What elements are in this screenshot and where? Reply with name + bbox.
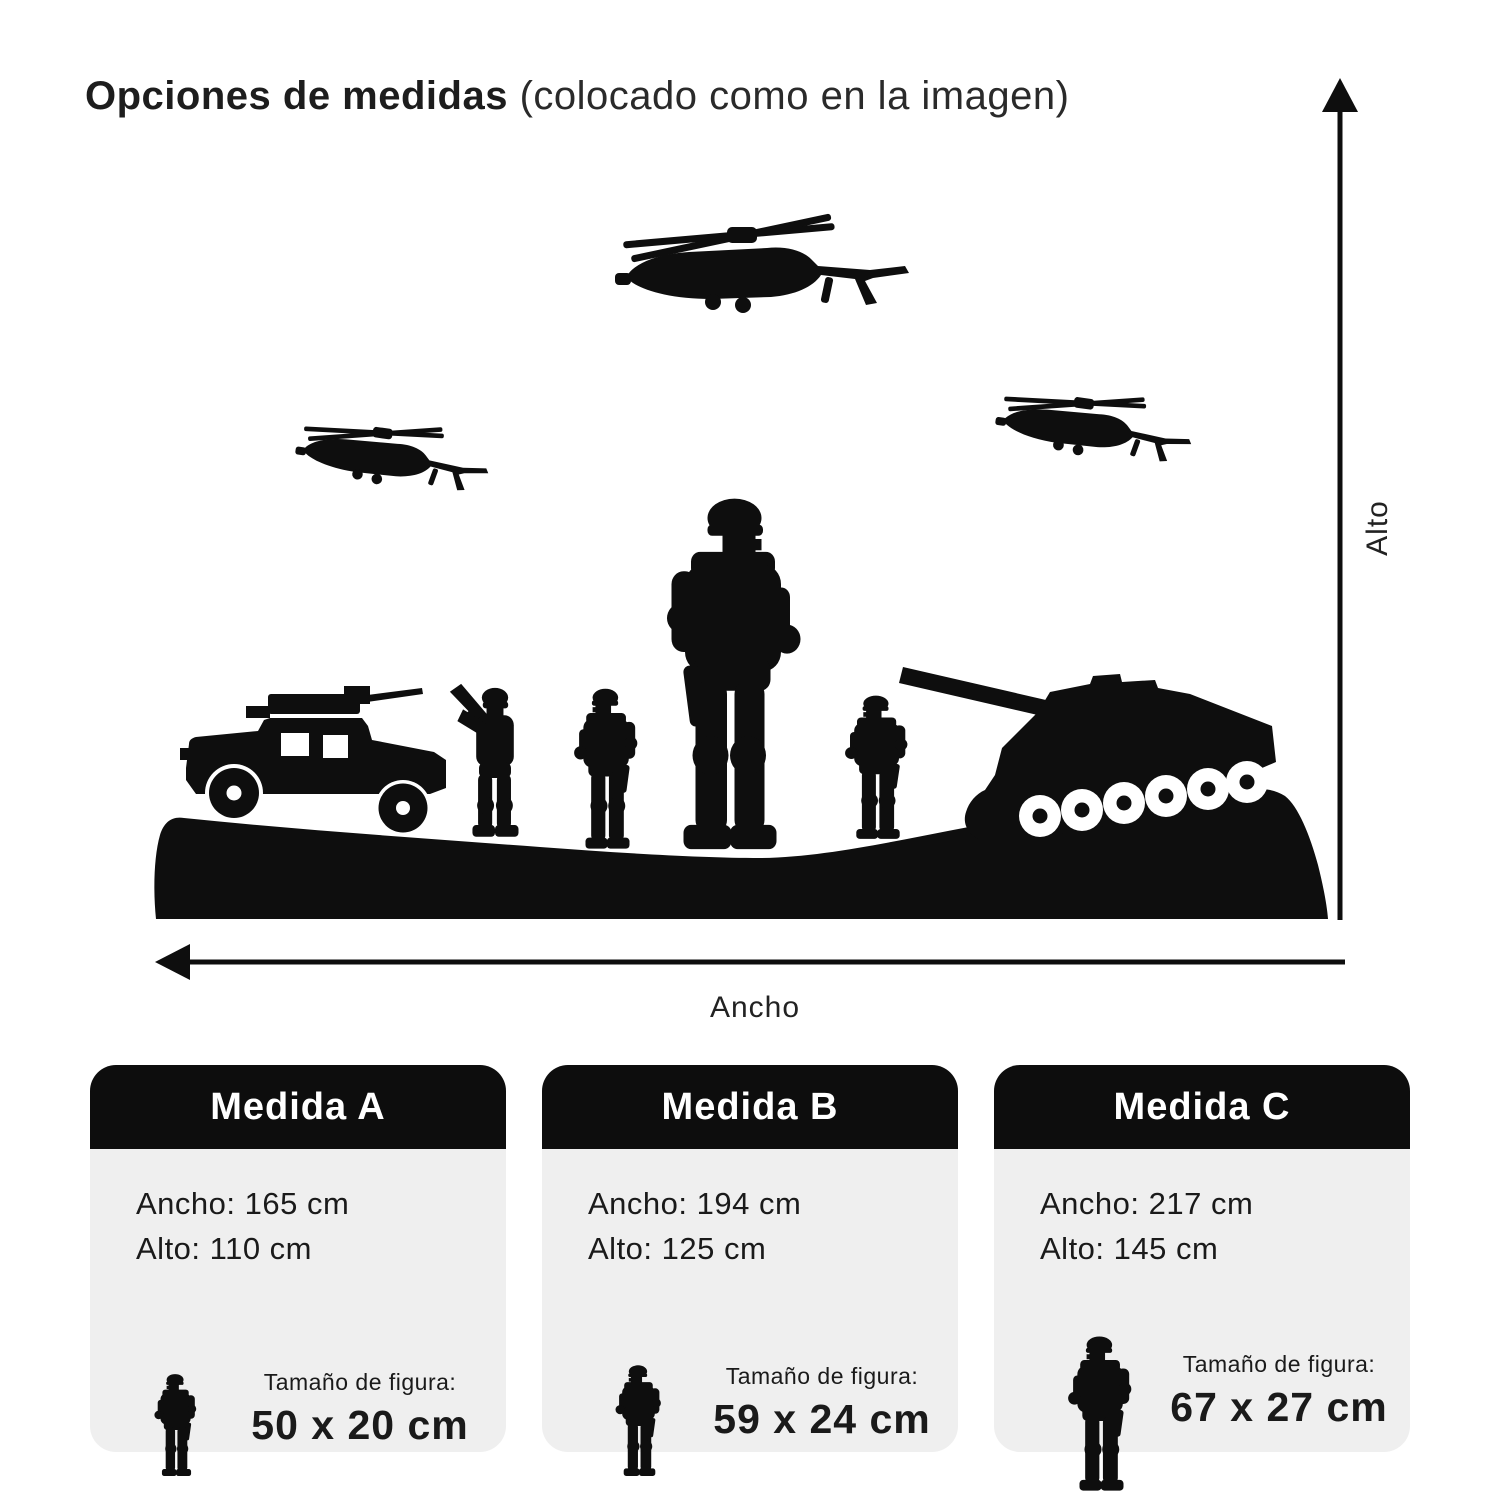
figure-size-label: Tamaño de figura: xyxy=(725,1363,919,1389)
size-card-b-width: Ancho: 194 cm xyxy=(588,1186,802,1221)
size-card-a-height: Alto: 110 cm xyxy=(136,1230,313,1266)
size-card-a-body xyxy=(90,1149,506,1452)
size-card-a-header: Medida A xyxy=(90,1065,506,1149)
size-card-b-body xyxy=(542,1149,958,1452)
figure-size-value: 67 x 27 cm xyxy=(1170,1384,1388,1430)
figure-size-block xyxy=(235,1369,485,1449)
size-card-b xyxy=(542,1065,958,1452)
width-axis-arrow xyxy=(155,944,1345,980)
size-card-c-header: Medida C xyxy=(994,1065,1410,1149)
helicopter-left-icon xyxy=(292,407,493,499)
figure-size-value: 59 x 24 cm xyxy=(713,1396,931,1442)
humvee-icon xyxy=(180,686,446,836)
size-card-c-body xyxy=(994,1149,1410,1452)
soldier-small-icon xyxy=(845,696,907,839)
figure-size-label: Tamaño de figura: xyxy=(1182,1351,1376,1377)
size-card-c-width: Ancho: 217 cm xyxy=(1040,1186,1254,1221)
size-card-a-dimensions xyxy=(90,1149,506,1272)
soldier-standing-icon xyxy=(574,689,637,849)
height-axis-arrow xyxy=(1322,78,1358,920)
figure-size-block xyxy=(697,1363,947,1443)
helicopter-right-icon xyxy=(992,377,1196,471)
size-card-c xyxy=(994,1065,1410,1452)
size-card-a xyxy=(90,1065,506,1452)
figure-size-value: 50 x 20 cm xyxy=(251,1402,469,1448)
height-axis-label: Alto xyxy=(1361,500,1394,556)
helicopter-large-icon xyxy=(615,213,909,313)
size-card-b-header: Medida B xyxy=(542,1065,958,1149)
size-card-b-dimensions xyxy=(542,1149,958,1272)
soldier-rifle-up-icon xyxy=(450,684,519,837)
width-axis-label: Ancho xyxy=(709,991,801,1024)
size-card-b-height: Alto: 125 cm xyxy=(588,1230,767,1266)
size-card-a-width: Ancho: 165 cm xyxy=(136,1186,350,1221)
page-title-main: Opciones de medidas xyxy=(85,74,508,118)
soldier-icon xyxy=(1066,1334,1137,1492)
size-card-c-height: Alto: 145 cm xyxy=(1040,1230,1219,1266)
soldier-icon xyxy=(614,1349,665,1477)
soldier-large-icon xyxy=(667,499,801,849)
figure-size-label: Tamaño de figura: xyxy=(263,1369,457,1395)
soldier-icon xyxy=(153,1361,200,1477)
figure-size-block xyxy=(1159,1351,1399,1431)
page-title-subtitle: (colocado como en la imagen) xyxy=(519,74,1070,118)
size-card-c-dimensions xyxy=(994,1149,1410,1272)
